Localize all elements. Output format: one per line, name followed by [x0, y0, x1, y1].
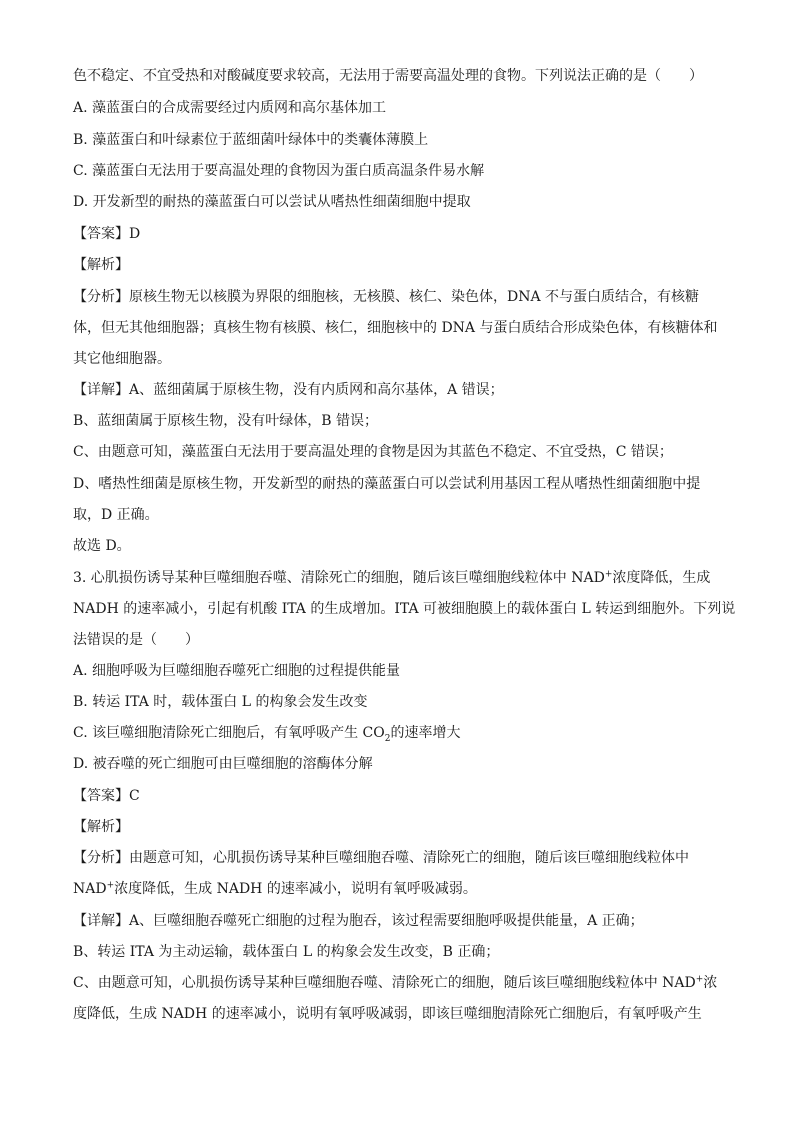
answer-label: 【答案】D [73, 226, 141, 242]
q3-option-c [73, 723, 733, 743]
q3-text-b: 浓度降低，生成 [612, 570, 711, 586]
detail-c: C、由题意可知，藻蓝蛋白无法用于要高温处理的食物是因为其蓝色不稳定、不宜受热，C 错误； [73, 444, 673, 460]
analysis-line-1: 【分析】原核生物无以核膜为界限的细胞核，无核膜、核仁、染色体，DNA 不与蛋白质结合，有核糖 [73, 289, 700, 305]
text-line-1: 色不稳定、不宜受热和对酸碱度要求较高，无法用于需要高温处理的食物。下列说法正确的是（ ） [73, 68, 703, 84]
question-3-line-2: NADH 的速率减小，引起有机酸 ITA 的生成增加。ITA 可被细胞膜上的载体蛋白 L 转运到细胞外。下列说 [73, 601, 736, 617]
detail-d-2: 取，D 正确。 [73, 507, 159, 523]
option-a: A. 藻蓝蛋白的合成需要经过内质网和高尔基体加工 [73, 100, 387, 116]
analysis-heading: 【解析】 [73, 257, 129, 273]
option-b: B. 藻蓝蛋白和叶绿素位于蓝细菌叶绿体中的类囊体薄膜上 [73, 132, 429, 148]
subscript-2: 2 [384, 733, 391, 744]
q3-analysis-line-2 [73, 879, 733, 899]
conclusion: 故选 D。 [73, 538, 131, 554]
superscript-plus: + [106, 880, 115, 891]
question-3-line-1 [73, 568, 733, 588]
q3-analysis-tail: 浓度降低，生成 NADH 的速率减小，说明有氧呼吸减弱。 [114, 881, 477, 897]
option-c: C. 藻蓝蛋白无法用于要高温处理的食物因为蛋白质高温条件易水解 [73, 163, 485, 179]
q3-detail-c-text: C、由题意可知，心肌损伤诱导某种巨噬细胞吞噬、清除死亡的细胞，随后该巨噬细胞线粒体中 NAD [73, 975, 696, 991]
q3-text-a: 3. 心肌损伤诱导某种巨噬细胞吞噬、清除死亡的细胞，随后该巨噬细胞线粒体中 NAD [73, 570, 605, 586]
q3-option-c-tail: 的速率增大 [390, 725, 461, 741]
option-d: D. 开发新型的耐热的藻蓝蛋白可以尝试从嗜热性细菌细胞中提取 [73, 194, 471, 210]
question-3-line-3: 法错误的是（ ） [73, 632, 199, 648]
q3-answer-label: 【答案】C [73, 788, 140, 804]
superscript-plus: + [695, 974, 704, 985]
q3-detail-c-2: 度降低，生成 NADH 的速率减小，说明有氧呼吸减弱，即该巨噬细胞清除死亡细胞后，有氧呼吸产生 [73, 1006, 702, 1022]
analysis-line-2: 体，但无其他细胞器；真核生物有核膜、核仁，细胞核中的 DNA 与蛋白质结合形成染色体，有核糖体和 [73, 320, 718, 336]
q3-detail-c-1 [73, 973, 733, 993]
q3-option-a: A. 细胞呼吸为巨噬细胞吞噬死亡细胞的过程提供能量 [73, 663, 401, 679]
detail-b: B、蓝细菌属于原核生物，没有叶绿体，B 错误； [73, 413, 379, 429]
q3-detail-a: 【详解】A、巨噬细胞吞噬死亡细胞的过程为胞吞，该过程需要细胞呼吸提供能量，A 正确； [73, 913, 644, 929]
q3-analysis-heading: 【解析】 [73, 819, 129, 835]
q3-detail-b: B、转运 ITA 为主动运输，载体蛋白 L 的构象会发生改变，B 正确； [73, 944, 500, 960]
detail-d-1: D、嗜热性细菌是原核生物，开发新型的耐热的藻蓝蛋白可以尝试利用基因工程从嗜热性细菌细胞中提 [73, 476, 701, 492]
q3-option-c-text: C. 该巨噬细胞清除死亡细胞后，有氧呼吸产生 CO [73, 725, 385, 741]
detail-a: 【详解】A、蓝细菌属于原核生物，没有内质网和高尔基体，A 错误； [73, 382, 504, 398]
q3-option-b: B. 转运 ITA 时，载体蛋白 L 的构象会发生改变 [73, 694, 368, 710]
q3-option-d: D. 被吞噬的死亡细胞可由巨噬细胞的溶酶体分解 [73, 756, 373, 772]
q3-detail-c-tail: 浓 [703, 975, 718, 991]
analysis-line-3: 其它他细胞器。 [73, 351, 171, 367]
q3-analysis-nad: NAD [73, 881, 107, 897]
q3-analysis-line-1: 【分析】由题意可知，心肌损伤诱导某种巨噬细胞吞噬、清除死亡的细胞，随后该巨噬细胞线粒体中 [73, 850, 689, 866]
superscript-plus: + [604, 569, 613, 580]
